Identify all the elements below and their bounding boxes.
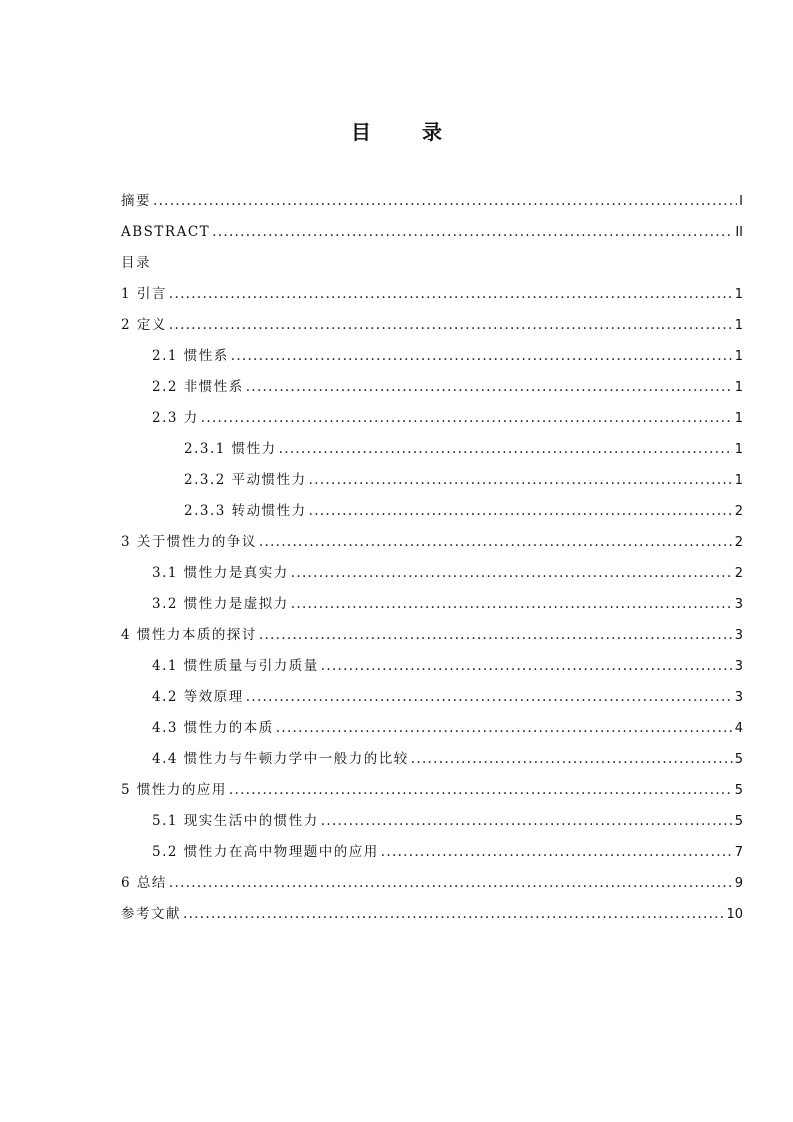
toc-entry-2[interactable] [121, 310, 743, 341]
toc-entry-label: 目录 [121, 255, 151, 271]
toc-dot-leader [169, 868, 733, 899]
toc-dot-leader [153, 186, 737, 217]
toc-dot-leader [291, 558, 733, 589]
toc-entry-label: 2.3.1 惯性力 [184, 441, 277, 457]
toc-dot-leader [246, 372, 733, 403]
toc-entry-page: 9 [734, 876, 743, 891]
toc-entry-label: 6 总结 [121, 875, 167, 891]
toc-entry-2-3-3[interactable] [121, 496, 743, 527]
toc-entry-references[interactable] [121, 899, 743, 930]
toc-entry-page: 3 [734, 690, 743, 705]
toc-entry-label: 2.3.3 转动惯性力 [184, 503, 307, 519]
toc-entry-label: 5.2 惯性力在高中物理题中的应用 [152, 844, 379, 860]
toc-entry-abstract-cn[interactable] [121, 186, 743, 217]
toc-entry-page: 1 [734, 411, 743, 426]
toc-entry-page: 3 [734, 659, 743, 674]
toc-entry-label: 3 关于惯性力的争议 [121, 534, 257, 550]
toc-entry-label: 参考文献 [121, 906, 181, 922]
toc-entry-2-1[interactable] [121, 341, 743, 372]
toc-dot-leader [321, 651, 733, 682]
toc-entry-3-1[interactable] [121, 558, 743, 589]
toc-entry-label: 4.3 惯性力的本质 [152, 720, 274, 736]
toc-entry-page: 1 [734, 318, 743, 333]
toc-entry-label: 3.1 惯性力是真实力 [152, 565, 289, 581]
toc-dot-leader [169, 279, 733, 310]
toc-entry-label: 2.2 非惯性系 [152, 379, 244, 395]
page-title: 目 录 [351, 120, 464, 144]
toc-entry-page: 4 [734, 721, 743, 736]
toc-entry-page: 1 [734, 349, 743, 364]
toc-entry-label: 摘要 [121, 193, 151, 209]
toc-entry-page: II [735, 225, 743, 240]
toc-entry-page: 1 [734, 287, 743, 302]
toc-entry-page: 1 [734, 473, 743, 488]
toc-dot-leader [246, 682, 733, 713]
toc-entry-5[interactable] [121, 775, 743, 806]
toc-dot-leader [201, 403, 733, 434]
toc-entry-label: 2 定义 [121, 317, 167, 333]
toc-dot-leader [411, 744, 733, 775]
toc-dot-leader [169, 310, 733, 341]
toc-entry-label: 4 惯性力本质的探讨 [121, 627, 257, 643]
toc-entry-label: 4.4 惯性力与牛顿力学中一般力的比较 [152, 751, 409, 767]
toc-entry-1[interactable] [121, 279, 743, 310]
toc-entry-page: 5 [734, 814, 743, 829]
toc-entry-page: 3 [734, 628, 743, 643]
toc-entry-4[interactable] [121, 620, 743, 651]
toc-entry-label: 3.2 惯性力是虚拟力 [152, 596, 289, 612]
toc-entry-contents[interactable] [121, 248, 743, 279]
toc-entry-label: 5.1 现实生活中的惯性力 [152, 813, 319, 829]
toc-entry-label: 4.2 等效原理 [152, 689, 244, 705]
toc-entry-2-3[interactable] [121, 403, 743, 434]
toc-entry-6[interactable] [121, 868, 743, 899]
toc-entry-page: 10 [726, 907, 743, 922]
toc-dot-leader [381, 837, 733, 868]
toc-entry-abstract-en[interactable] [121, 217, 743, 248]
toc-dot-leader [291, 589, 733, 620]
toc-entry-4-2[interactable] [121, 682, 743, 713]
toc-entry-label: 2.3 力 [152, 410, 199, 426]
toc-entry-page: 2 [734, 504, 743, 519]
toc-dot-leader [212, 217, 733, 248]
table-of-contents [121, 186, 743, 930]
toc-entry-page: I [739, 194, 743, 209]
toc-entry-5-1[interactable] [121, 806, 743, 837]
toc-entry-3[interactable] [121, 527, 743, 558]
toc-dot-leader [309, 496, 733, 527]
toc-entry-page: 5 [734, 783, 743, 798]
toc-entry-4-3[interactable] [121, 713, 743, 744]
toc-entry-4-1[interactable] [121, 651, 743, 682]
toc-entry-label: 5 惯性力的应用 [121, 782, 227, 798]
toc-dot-leader [279, 434, 733, 465]
toc-entry-2-2[interactable] [121, 372, 743, 403]
toc-entry-label: 1 引言 [121, 286, 167, 302]
toc-dot-leader [231, 341, 733, 372]
toc-dot-leader [321, 806, 733, 837]
toc-entry-5-2[interactable] [121, 837, 743, 868]
toc-dot-leader [183, 899, 724, 930]
toc-entry-label: 2.1 惯性系 [152, 348, 229, 364]
toc-entry-page: 3 [734, 597, 743, 612]
toc-entry-page: 5 [734, 752, 743, 767]
toc-dot-leader [259, 527, 733, 558]
toc-entry-4-4[interactable] [121, 744, 743, 775]
toc-entry-page: 7 [734, 845, 743, 860]
toc-entry-page: 2 [734, 566, 743, 581]
toc-dot-leader [309, 465, 733, 496]
toc-entry-2-3-1[interactable] [121, 434, 743, 465]
toc-dot-leader [276, 713, 733, 744]
toc-entry-label: ABSTRACT [121, 224, 211, 240]
toc-entry-page: 2 [734, 535, 743, 550]
toc-entry-page: 1 [734, 442, 743, 457]
toc-dot-leader [259, 620, 733, 651]
toc-dot-leader [229, 775, 733, 806]
toc-entry-label: 4.1 惯性质量与引力质量 [152, 658, 319, 674]
toc-entry-page: 1 [734, 380, 743, 395]
toc-entry-2-3-2[interactable] [121, 465, 743, 496]
toc-entry-3-2[interactable] [121, 589, 743, 620]
toc-entry-label: 2.3.2 平动惯性力 [184, 472, 307, 488]
